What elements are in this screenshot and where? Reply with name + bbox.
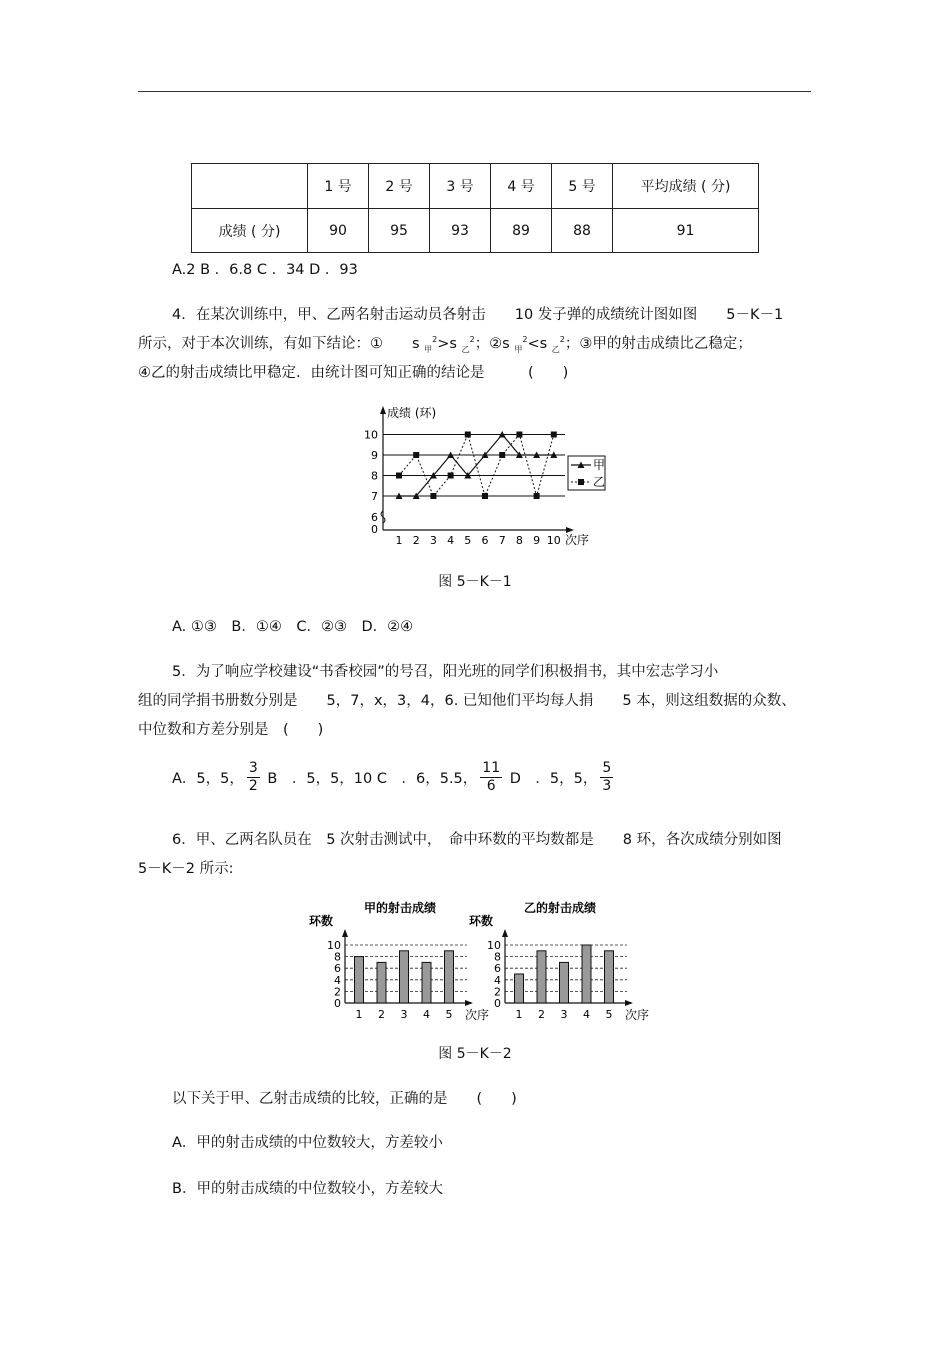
y-tick-label: 0 xyxy=(494,997,501,1010)
bar xyxy=(560,962,569,1003)
legend-label-jia: 甲 xyxy=(593,458,606,472)
x-tick-label: 5 xyxy=(464,534,472,547)
y-axis-label: 环数 xyxy=(309,914,334,928)
y-tick-label: 9 xyxy=(371,449,378,462)
fraction xyxy=(247,760,260,795)
y-tick-label: 4 xyxy=(334,973,341,987)
y-axis-label: 环数 xyxy=(469,914,494,928)
table-row xyxy=(192,209,759,253)
text-run: <s xyxy=(527,336,552,352)
y-tick-label: 8 xyxy=(371,469,378,483)
data-point-yi xyxy=(465,432,471,438)
bar xyxy=(445,951,454,1003)
q6-line2: 5－K－2 所示: xyxy=(138,861,234,877)
y-tick-label: 2 xyxy=(334,985,341,999)
x-tick-label: 2 xyxy=(538,1008,545,1021)
y-axis-label: 成绩 (环) xyxy=(387,406,437,420)
q6-option-a: A．甲的射击成绩的中位数较大，方差较小 xyxy=(172,1135,443,1151)
denominator: 6 xyxy=(486,778,496,794)
q3-options: A.2 B ．6.8 C ．34 D ．93 xyxy=(172,262,358,278)
y-axis-arrow xyxy=(380,406,386,414)
option-b-c: B ．5，5，10 C ．6，5.5， xyxy=(267,771,478,787)
superscript: 2 xyxy=(432,335,438,345)
y-axis-arrow xyxy=(502,929,508,937)
x-tick-label: 4 xyxy=(583,1008,590,1021)
figure-5k2-bar-charts xyxy=(309,895,665,1025)
q5-options xyxy=(172,760,616,795)
x-tick-label: 7 xyxy=(498,534,506,547)
chart-title: 甲的射击成绩 xyxy=(363,901,437,915)
table-cell: 平均成绩 ( 分) xyxy=(613,164,759,209)
legend-label-yi: 乙 xyxy=(593,475,606,489)
y-tick-label: 2 xyxy=(494,985,501,999)
bar xyxy=(537,951,546,1003)
table-cell: 90 xyxy=(308,209,369,253)
y-tick-label: 0 xyxy=(334,997,341,1010)
bar xyxy=(515,974,524,1003)
bar xyxy=(422,962,431,1003)
subscript: 甲 xyxy=(514,344,523,354)
bar xyxy=(377,962,386,1003)
fig2-caption: 图 5－K－2 xyxy=(438,1046,512,1062)
text-run: ；②s xyxy=(474,336,515,352)
numerator: 5 xyxy=(602,760,612,776)
x-tick-label: 3 xyxy=(560,1008,568,1021)
fig1-caption: 图 5－K－1 xyxy=(438,574,512,590)
fraction xyxy=(600,760,613,795)
table-cell: 89 xyxy=(491,209,552,253)
table-cell: 5 号 xyxy=(552,164,613,209)
data-point-yi xyxy=(413,452,419,458)
x-tick-label: 8 xyxy=(515,534,523,547)
figure-5k1-line-chart xyxy=(355,400,605,555)
table-cell: 95 xyxy=(369,209,430,253)
table-cell: 4 号 xyxy=(491,164,552,209)
y-tick-label: 8 xyxy=(494,950,501,964)
bar xyxy=(605,951,614,1003)
x-tick-label: 2 xyxy=(412,534,420,547)
superscript: 2 xyxy=(522,335,528,345)
table-cell: 91 xyxy=(613,209,759,253)
y-tick-label: 6 xyxy=(334,962,341,976)
table-header-row xyxy=(192,164,759,209)
data-point-yi xyxy=(516,432,522,438)
x-axis-arrow xyxy=(625,1000,633,1006)
x-tick-label: 2 xyxy=(378,1008,385,1021)
x-tick-label: 5 xyxy=(445,1008,453,1021)
x-tick-label: 3 xyxy=(400,1008,408,1021)
numerator: 11 xyxy=(482,760,501,776)
x-tick-label: 1 xyxy=(355,1008,363,1021)
denominator: 3 xyxy=(602,778,612,794)
x-axis-label: 次序 xyxy=(465,1008,490,1022)
superscript: 2 xyxy=(469,335,475,345)
x-tick-label: 4 xyxy=(447,534,455,547)
subscript: 甲 xyxy=(424,344,433,354)
text-run: 所示，对于本次训练，有如下结论：① s xyxy=(138,336,425,352)
text-run: >s xyxy=(437,336,462,352)
table-cell: 93 xyxy=(430,209,491,253)
fraction xyxy=(480,760,502,795)
y-tick-label: 7 xyxy=(371,490,378,503)
option-a: A．5，5， xyxy=(172,771,244,787)
table-cell: 88 xyxy=(552,209,613,253)
q6-option-b: B．甲的射击成绩的中位数较小，方差较大 xyxy=(172,1181,443,1197)
y-tick-label: 10 xyxy=(364,428,378,442)
table-cell xyxy=(192,164,308,209)
legend-marker-yi xyxy=(578,479,584,485)
y-tick-label: 8 xyxy=(334,950,341,964)
data-point-yi xyxy=(448,473,454,479)
subscript: 乙 xyxy=(461,344,470,354)
subscript: 乙 xyxy=(551,344,560,354)
option-d: D ．5，5， xyxy=(509,771,598,787)
y-tick-label: 6 xyxy=(494,962,501,976)
x-tick-label: 3 xyxy=(429,534,437,547)
q4-line2 xyxy=(138,332,752,355)
y-tick-label: 10 xyxy=(327,939,341,952)
text-run: ；③甲的射击成绩比乙稳定； xyxy=(564,336,752,352)
bar xyxy=(400,951,409,1003)
x-tick-label: 5 xyxy=(605,1008,613,1021)
x-tick-label: 1 xyxy=(395,534,403,547)
data-point-yi xyxy=(396,473,402,479)
y-tick-label: 10 xyxy=(487,939,501,952)
q6-line1: 6．甲、乙两名队员在 5 次射击测试中， 命中环数的平均数都是 8 环，各次成绩分别如图 xyxy=(172,832,782,848)
chart-title: 乙的射击成绩 xyxy=(523,901,597,915)
superscript: 2 xyxy=(559,335,565,345)
top-rule xyxy=(138,91,811,92)
x-tick-label: 4 xyxy=(423,1008,430,1021)
score-table xyxy=(191,163,759,253)
data-point-yi xyxy=(551,432,557,438)
numerator: 3 xyxy=(248,760,258,776)
q5-line1: 5．为了响应学校建设“书香校园”的号召，阳光班的同学们积极捐书，其中宏志学习小 xyxy=(172,664,719,680)
y-tick-label: 0 xyxy=(371,523,378,536)
q6-question: 以下关于甲、乙射击成绩的比较，正确的是 ( ) xyxy=(172,1091,517,1107)
series-jia-line xyxy=(399,435,554,497)
data-point-yi xyxy=(430,493,436,499)
x-tick-label: 9 xyxy=(533,534,541,547)
x-tick-label: 6 xyxy=(481,534,489,547)
table-cell: 2 号 xyxy=(369,164,430,209)
y-tick-label: 6 xyxy=(371,511,378,524)
table-cell: 3 号 xyxy=(430,164,491,209)
x-axis-label: 次序 xyxy=(565,533,590,547)
data-point-yi xyxy=(482,493,488,499)
q4-line1: 4．在某次训练中，甲、乙两名射击运动员各射击 10 发子弹的成绩统计图如图 5－K－1 xyxy=(172,307,784,323)
q4-line3: ④乙的射击成绩比甲稳定．由统计图可知正确的结论是 ( ) xyxy=(138,365,569,381)
data-point-yi xyxy=(534,493,540,499)
x-axis-label: 次序 xyxy=(625,1008,650,1022)
y-axis-arrow xyxy=(342,929,348,937)
x-axis-arrow xyxy=(465,1000,473,1006)
bar xyxy=(355,957,364,1003)
bar xyxy=(582,945,591,1003)
x-tick-label: 1 xyxy=(515,1008,523,1021)
y-tick-label: 4 xyxy=(494,973,501,987)
q5-line3: 中位数和方差分别是 ( ) xyxy=(138,722,324,738)
q5-line2: 组的同学捐书册数分别是 5，7，x，3，4，6. 已知他们平均每人捐 5 本，则这组数据的众数、 xyxy=(138,693,796,709)
table-cell: 成绩 ( 分) xyxy=(192,209,308,253)
denominator: 2 xyxy=(248,778,258,794)
q4-options: A. ①③ B．①④ C．②③ D．②④ xyxy=(172,619,414,635)
data-point-yi xyxy=(499,452,505,458)
table-cell: 1 号 xyxy=(308,164,369,209)
x-tick-label: 10 xyxy=(546,534,561,547)
